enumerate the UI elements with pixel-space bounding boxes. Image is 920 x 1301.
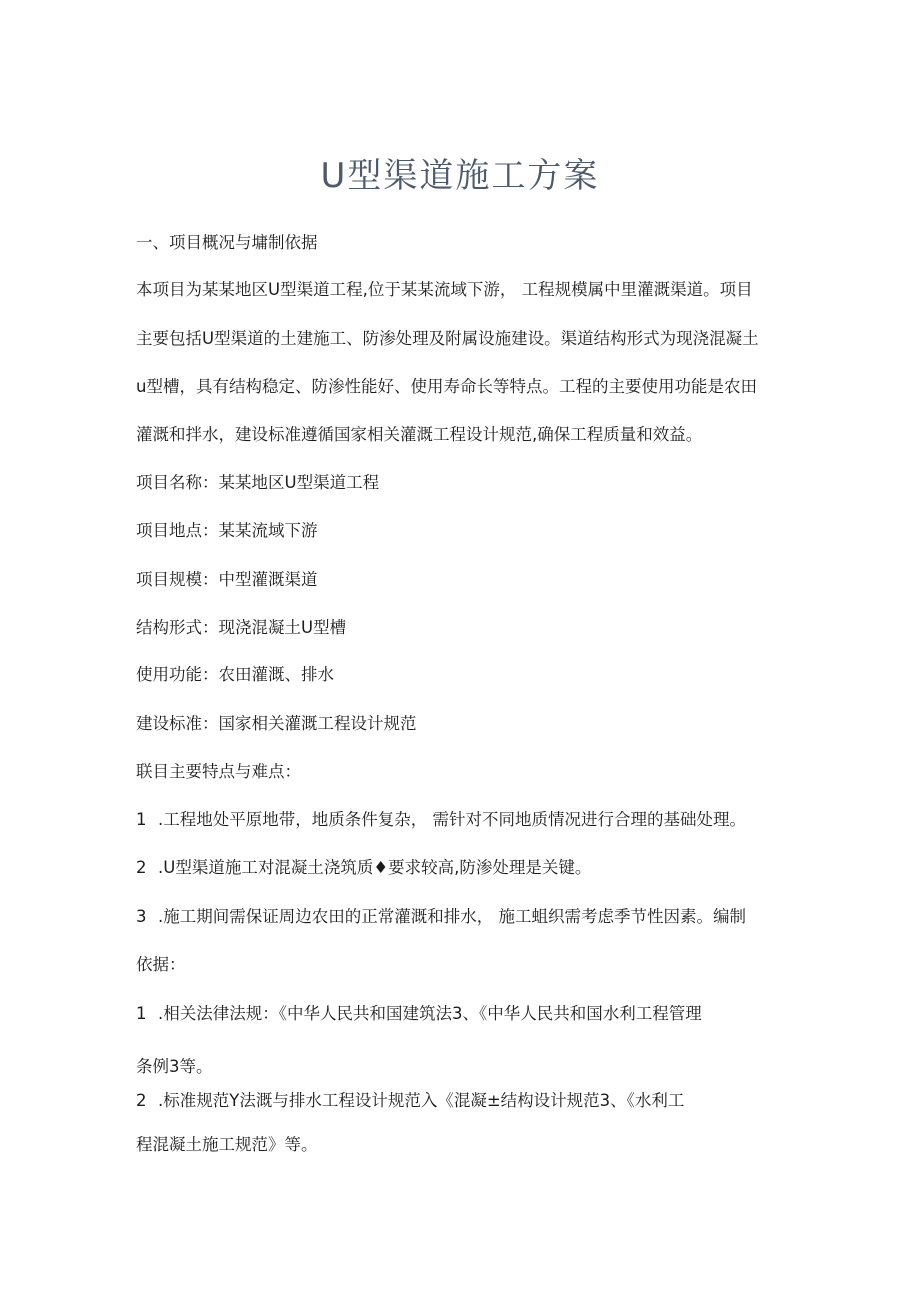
basis-continuation: 条例3等。 xyxy=(136,1057,213,1076)
field-structure-type: 结构形式：现浇混凝土U型槽 xyxy=(136,618,347,637)
intro-line-1: 本项目为某某地区U型渠道工程,位于某某流域下游， 工程规模属中里灌溉渠道。项目 xyxy=(136,280,753,299)
section-heading: 一、项目概况与墉制依据 xyxy=(136,233,318,252)
field-project-scale: 项目规模：中型灌溉渠道 xyxy=(136,570,318,589)
intro-line-4: 灌溉和拌水，建设标准遵循国家相关灌溉工程设计规范,确保工程质量和效益。 xyxy=(136,425,703,444)
basis-heading: 依据： xyxy=(136,955,186,974)
feature-number: 3 xyxy=(136,907,147,926)
basis-text: .标准规范Y法溉与排水工程设计规范入《混凝±结构设计规范3、《水利工 xyxy=(158,1091,685,1110)
feature-number: 1 xyxy=(136,810,147,829)
basis-number: 1 xyxy=(136,1004,147,1023)
feature-text: .U型渠道施工对混凝土浇筑质♦要求较高,防渗处理是关键。 xyxy=(158,858,592,877)
field-project-location: 项目地点：某某流域下游 xyxy=(136,521,318,540)
feature-text: .施工期间需保证周边农田的正常灌溉和排水， 施工蛆织需考虑季节性因素。编制 xyxy=(158,907,746,926)
intro-line-3: u型槽，具有结构稳定、防渗性能好、使用寿命长等特点。工程的主要使用功能是农田 xyxy=(136,377,757,396)
field-standard: 建设标准：国家相关灌溉工程设计规范 xyxy=(136,714,417,733)
basis-item xyxy=(136,1000,702,1024)
intro-line-2: 主要包括U型渠道的土建施工、防渗处理及附属设施建设。渠道结构形式为现浇混凝土 xyxy=(136,329,759,348)
feature-item xyxy=(136,903,746,927)
field-project-name: 项目名称：某某地区U型渠道工程 xyxy=(136,473,380,492)
feature-number: 2 xyxy=(136,858,147,877)
feature-item xyxy=(136,854,591,878)
features-heading: 联目主要特点与难点： xyxy=(136,762,301,781)
basis-text: .相关法律法规：《中华人民共和国建筑法3、《中华人民共和国水利工程管理 xyxy=(158,1004,702,1023)
basis-item xyxy=(136,1087,684,1111)
basis-number: 2 xyxy=(136,1091,147,1110)
feature-text: .工程地处平原地带，地质条件复杂， 需针对不同地质情况进行合理的基础处理。 xyxy=(158,810,746,829)
field-function: 使用功能：农田灌溉、排水 xyxy=(136,665,334,684)
document-title: U型渠道施工方案 xyxy=(320,156,600,196)
feature-item xyxy=(136,806,746,830)
basis-continuation: 程混凝土施工规范》等。 xyxy=(136,1135,318,1154)
